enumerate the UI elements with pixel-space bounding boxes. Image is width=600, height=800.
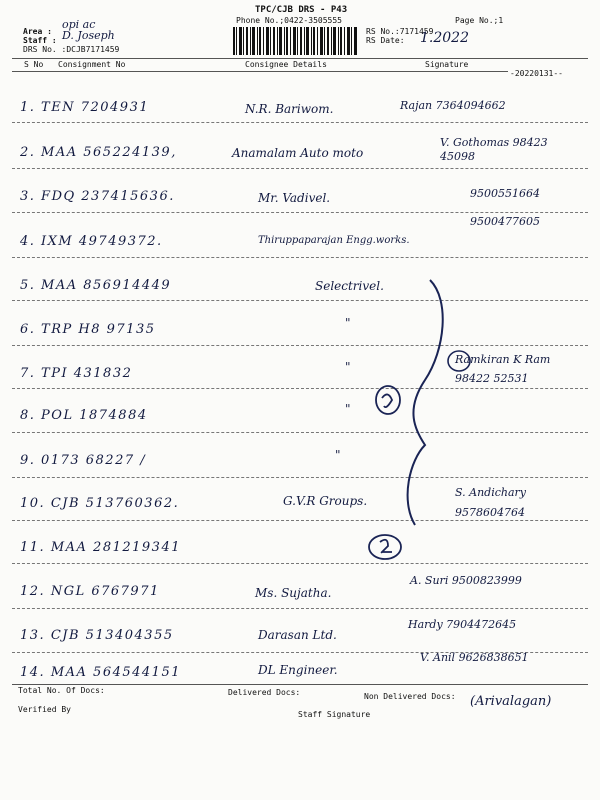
circled-mark-icon [365,530,405,564]
circled-five-icon [445,348,473,374]
row-1-signature: Rajan 7364094662 [400,99,506,112]
area-label: Area : [23,27,52,36]
drs-number: DRS No. :DCJB7171459 [23,45,120,54]
row-3-consignment: 3. FDQ 237415636. [20,189,175,204]
row-6-ditto: " [345,316,351,330]
row-13-consignment: 13. CJB 513404355 [20,628,174,643]
row-13-signature: Hardy 7904472645 [408,618,517,631]
barcode-icon [233,27,357,55]
row-5-consignment: 5. MAA 856914449 [20,278,172,293]
col-signature: Signature [425,60,469,69]
row-7-signature: Ramkiran K Ram 98422 52531 [455,353,551,385]
area-handwritten: opi ac [62,18,96,31]
staff-signature-label: Staff Signature [298,710,371,719]
row-12-signature: A. Suri 9500823999 [410,574,522,587]
row-8-ditto: " [345,402,351,416]
verified-by-label: Verified By [18,705,71,714]
row-6-consignment: 6. TRP H8 97135 [20,322,156,337]
row-13-consignee: Darasan Ltd. [258,628,337,642]
rs-date-handwritten: 1.2022 [420,30,469,46]
row-9-ditto: " [335,448,341,462]
row-4-consignee: Thiruppaparajan Engg.works. [258,235,410,246]
date-code: -20220131-- [510,69,563,78]
row-3-consignee: Mr. Vadivel. [258,191,331,205]
row-line [12,345,588,346]
row-10-signature: S. Andichary 9578604764 [455,486,527,519]
row-14-signature: V. Anil 9626838651 [420,651,529,664]
row-line [12,388,588,389]
document-title: TPC/CJB DRS - P43 [255,5,348,15]
row-2-consignee: Anamalam Auto moto [232,146,364,160]
row-8-consignment: 8. POL 1874884 [20,408,148,423]
bracket-scribble-icon [370,270,450,530]
total-docs-label: Total No. Of Docs: [18,686,105,695]
header-rule [12,58,588,59]
row-7-consignment: 7. TPI 431832 [20,366,133,381]
footer-rule [12,684,588,685]
row-line [12,432,588,433]
row-12-consignment: 12. NGL 6767971 [20,584,160,599]
phone-number: Phone No.;0422-3505555 [236,16,342,25]
row-line [12,477,588,478]
row-line [12,608,588,609]
row-line [12,300,588,301]
staff-handwritten: D. Joseph [62,29,115,42]
col-consignee: Consignee Details [245,60,327,69]
row-2-signature: V. Gothomas 98423 45098 [440,136,548,163]
column-rule [12,71,508,72]
row-7-ditto: " [345,360,351,374]
row-10-consignee: G.V.R Groups. [283,494,368,508]
col-consignment: Consignment No [58,60,126,69]
row-line [12,257,588,258]
row-9-consignment: 9. 0173 68227 / [20,453,147,468]
row-12-consignee: Ms. Sujatha. [255,586,332,600]
row-14-consignment: 14. MAA 564544151 [20,665,181,680]
row-11-consignment: 11. MAA 281219341 [20,540,181,555]
row-line [12,168,588,169]
col-sno: S No [24,60,44,69]
rs-number: RS No.:7171459 [366,27,434,36]
row-5-consignee: Selectrivel. [315,279,384,293]
row-1-consignee: N.R. Bariwom. [245,102,334,116]
row-1-consignment: 1. TEN 7204931 [20,100,150,115]
non-delivered-docs-label: Non Delivered Docs: [364,692,456,701]
staff-label: Staff : [23,36,57,45]
row-14-consignee: DL Engineer. [258,663,338,677]
row-4-consignment: 4. IXM 49749372. [20,234,163,249]
row-2-consignment: 2. MAA 565224139, [20,145,177,160]
delivered-docs-label: Delivered Docs: [228,688,301,697]
row-10-consignment: 10. CJB 513760362. [20,496,180,511]
row-line [12,122,588,123]
non-delivered-handwritten: (Arivalagan) [470,694,552,709]
rs-date-label: RS Date: [366,36,405,45]
page-number: Page No.;1 [455,16,504,25]
row-3-signature: 9500551664 9500477605 [470,187,540,228]
row-line [12,563,588,564]
